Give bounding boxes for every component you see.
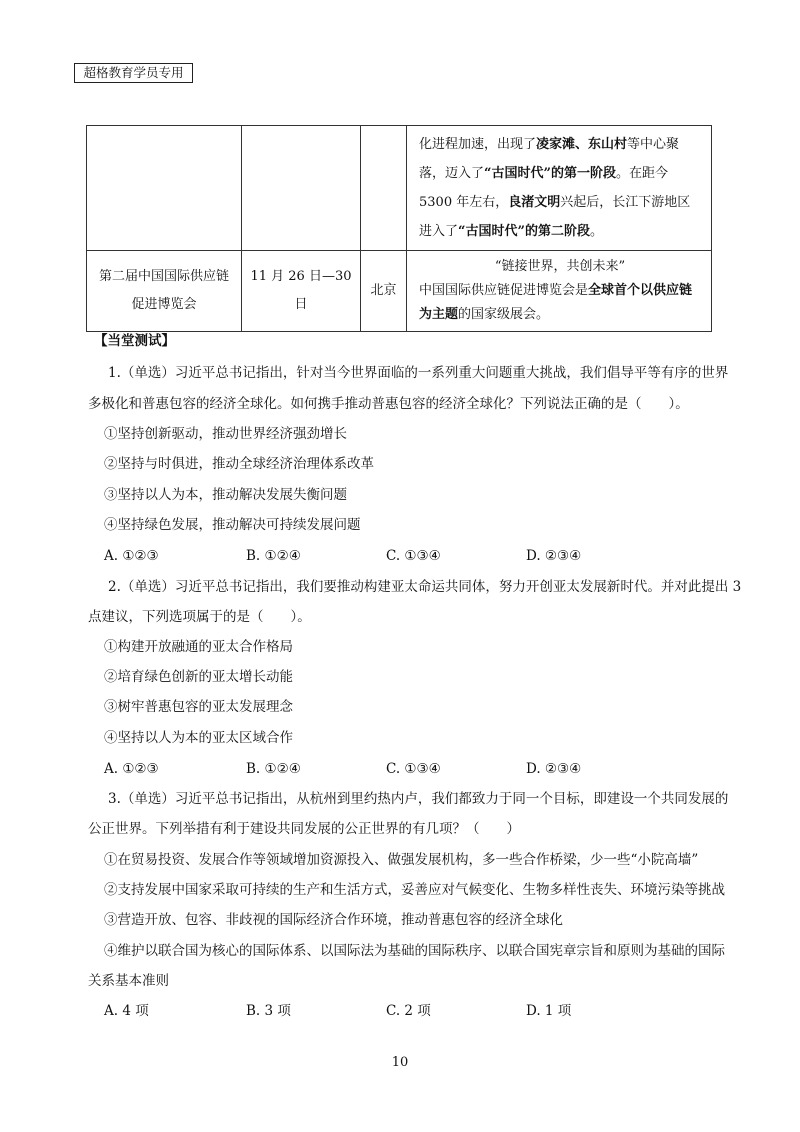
question-item: ④坚持绿色发展，推动解决可持续发展问题 (104, 517, 361, 533)
question-item: ④维护以联合国为核心的国际体系、以国际法为基础的国际秩序、以联合国宪章宗旨和原则为基础的国际 (104, 943, 725, 959)
question-item: ③坚持以人为本，推动解决发展失衡问题 (104, 487, 347, 503)
event-description (407, 251, 712, 332)
desc-prefix: 中国国际供应链促进博览会是 (419, 283, 589, 298)
event-slogan: “链接世界，共创未来” (494, 259, 626, 274)
option-a: A. 4 项 (104, 1003, 149, 1019)
option-c: C. ①③④ (386, 548, 441, 564)
table-cell-empty (87, 126, 242, 251)
table-row (87, 251, 712, 332)
question-item: ③树牢普惠包容的亚太发展理念 (104, 699, 293, 715)
question-stem: 1.（单选）习近平总书记指出，针对当今世界面临的一系列重大问题重大挑战，我们倡导平等有序的世界 (108, 365, 729, 381)
content-part: 化进程加速，出现了 (419, 137, 537, 152)
question-item: ①坚持创新驱动，推动世界经济强劲增长 (104, 426, 347, 442)
event-place: 北京 (361, 251, 407, 332)
option-d: D. 1 项 (526, 1003, 572, 1019)
option-c: C. 2 项 (386, 1003, 431, 1019)
desc-bold: 全球首个以供应链为主题 (419, 283, 693, 322)
question-item: ④坚持以人为本的亚太区域合作 (104, 730, 293, 746)
content-part: 兴起后，长江下游地区进入了 (419, 195, 691, 239)
question-item: ①构建开放融通的亚太合作格局 (104, 639, 293, 655)
option-a: A. ①②③ (104, 761, 159, 777)
content-part: 。 (589, 224, 603, 239)
content-part: 良渚文明 (508, 195, 561, 210)
question-stem: 公正世界。下列举措有利于建设共同发展的公正世界的有几项？（ ） (88, 821, 520, 837)
event-table (86, 125, 712, 332)
content-part: “古国时代”的第一阶段 (484, 166, 616, 181)
content-part: 等中心聚落，迈入了 (419, 137, 680, 181)
option-a: A. ①②③ (104, 548, 159, 564)
option-d: D. ②③④ (526, 548, 582, 564)
event-date: 11 月 26 日—30 日 (242, 251, 361, 332)
question-item: 关系基本准则 (88, 973, 169, 989)
option-b: B. 3 项 (246, 1003, 291, 1019)
question-item: ①在贸易投资、发展合作等领域增加资源投入、做强发展机构，多一些合作桥梁，少一些“小院高墙” (104, 852, 699, 868)
question-item: ②培育绿色创新的亚太增长动能 (104, 669, 293, 685)
content-part: 。在距今 5300 年左右， (419, 166, 668, 210)
header-label: 超格教育学员专用 (74, 63, 193, 83)
question-item: ②坚持与时俱进，推动全球经济治理体系改革 (104, 456, 374, 472)
option-b: B. ①②④ (246, 761, 301, 777)
event-name: 第二届中国国际供应链促进博览会 (87, 251, 242, 332)
page-number: 10 (391, 1055, 409, 1070)
content-part: 凌家滩、东山村 (536, 137, 628, 152)
option-b: B. ①②④ (246, 548, 301, 564)
question-stem: 点建议，下列选项属于的是（ ）。 (88, 609, 311, 625)
option-c: C. ①③④ (386, 761, 441, 777)
table-cell-empty (361, 126, 407, 251)
table-row (87, 126, 712, 251)
question-stem: 3.（单选）习近平总书记指出，从杭州到里约热内卢，我们都致力于同一个目标，即建设一个共同发展的 (108, 791, 729, 807)
desc-suffix: 的国家级展会。 (458, 307, 550, 322)
question-stem: 2.（单选）习近平总书记指出，我们要推动构建亚太命运共同体，努力开创亚太发展新时代。并对此提出 3 (108, 579, 742, 595)
table-cell-content (407, 126, 712, 251)
question-item: ②支持发展中国家采取可持续的生产和生活方式，妥善应对气候变化、生物多样性丧失、环境污染等挑战 (104, 882, 725, 898)
question-stem: 多极化和普惠包容的经济全球化。如何携手推动普惠包容的经济全球化？下列说法正确的是（ ）。 (88, 396, 689, 412)
option-d: D. ②③④ (526, 761, 582, 777)
question-item: ③营造开放、包容、非歧视的国际经济合作环境，推动普惠包容的经济全球化 (104, 912, 563, 928)
table-cell-empty (242, 126, 361, 251)
section-title: 【当堂测试】 (94, 333, 175, 349)
content-part: “古国时代”的第二阶段 (458, 224, 590, 239)
